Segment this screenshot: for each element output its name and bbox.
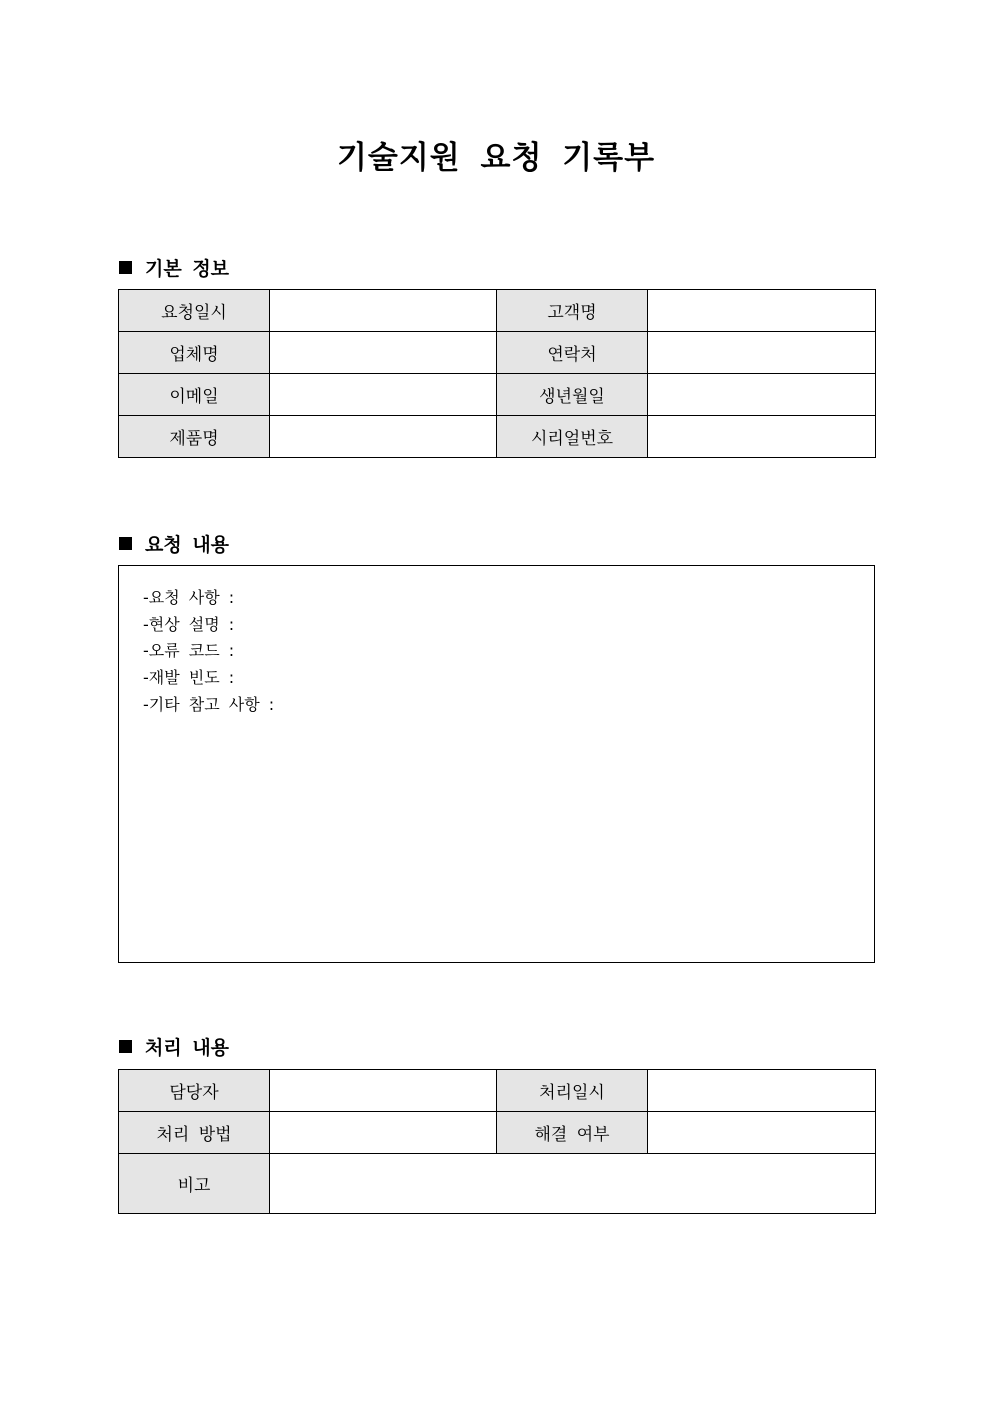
- request-heading: [119, 530, 229, 557]
- error-code-line: -오류 코드 :: [143, 641, 235, 661]
- processed-datetime-label: 처리일시: [497, 1070, 648, 1112]
- request-content-box[interactable]: [118, 565, 875, 963]
- table-row: [119, 1154, 876, 1214]
- serial-number-label: 시리얼번호: [497, 416, 648, 458]
- basic-info-table: [118, 289, 876, 458]
- assignee-field[interactable]: [270, 1070, 497, 1112]
- table-row: [119, 416, 876, 458]
- recurrence-line: -재발 빈도 :: [143, 668, 235, 688]
- table-row: [119, 290, 876, 332]
- table-row: [119, 374, 876, 416]
- resolved-status-field[interactable]: [648, 1112, 876, 1154]
- contact-field[interactable]: [648, 332, 876, 374]
- product-name-label: 제품명: [119, 416, 270, 458]
- customer-name-label: 고객명: [497, 290, 648, 332]
- square-bullet-icon: [119, 261, 132, 274]
- customer-name-field[interactable]: [648, 290, 876, 332]
- processing-method-field[interactable]: [270, 1112, 497, 1154]
- basic-info-heading-text: 기본 정보: [145, 258, 230, 280]
- processing-heading: [119, 1033, 229, 1060]
- processing-method-label: 처리 방법: [119, 1112, 270, 1154]
- company-name-field[interactable]: [270, 332, 497, 374]
- request-heading-text: 요청 내용: [145, 534, 230, 556]
- table-row: [119, 332, 876, 374]
- symptom-line: -현상 설명 :: [143, 614, 235, 634]
- square-bullet-icon: [119, 537, 132, 550]
- processed-datetime-field[interactable]: [648, 1070, 876, 1112]
- table-row: [119, 1070, 876, 1112]
- assignee-label: 담당자: [119, 1070, 270, 1112]
- processing-heading-text: 처리 내용: [145, 1037, 230, 1059]
- request-datetime-field[interactable]: [270, 290, 497, 332]
- remarks-field[interactable]: [270, 1154, 876, 1214]
- table-row: [119, 1112, 876, 1154]
- request-datetime-label: 요청일시: [119, 290, 270, 332]
- birthdate-label: 생년월일: [497, 374, 648, 416]
- document-title: 기술지원 요청 기록부: [336, 140, 656, 176]
- request-item-line: -요청 사항 :: [143, 588, 235, 607]
- other-notes-line: -기타 참고 사항 :: [143, 694, 275, 714]
- product-name-field[interactable]: [270, 416, 497, 458]
- serial-number-field[interactable]: [648, 416, 876, 458]
- contact-label: 연락처: [497, 332, 648, 374]
- resolved-status-label: 해결 여부: [497, 1112, 648, 1154]
- email-field[interactable]: [270, 374, 497, 416]
- processing-table: [118, 1069, 876, 1214]
- remarks-label: 비고: [119, 1154, 270, 1214]
- email-label: 이메일: [119, 374, 270, 416]
- square-bullet-icon: [119, 1040, 132, 1053]
- company-name-label: 업체명: [119, 332, 270, 374]
- birthdate-field[interactable]: [648, 374, 876, 416]
- basic-info-heading: [119, 254, 229, 281]
- request-lines: [143, 585, 274, 719]
